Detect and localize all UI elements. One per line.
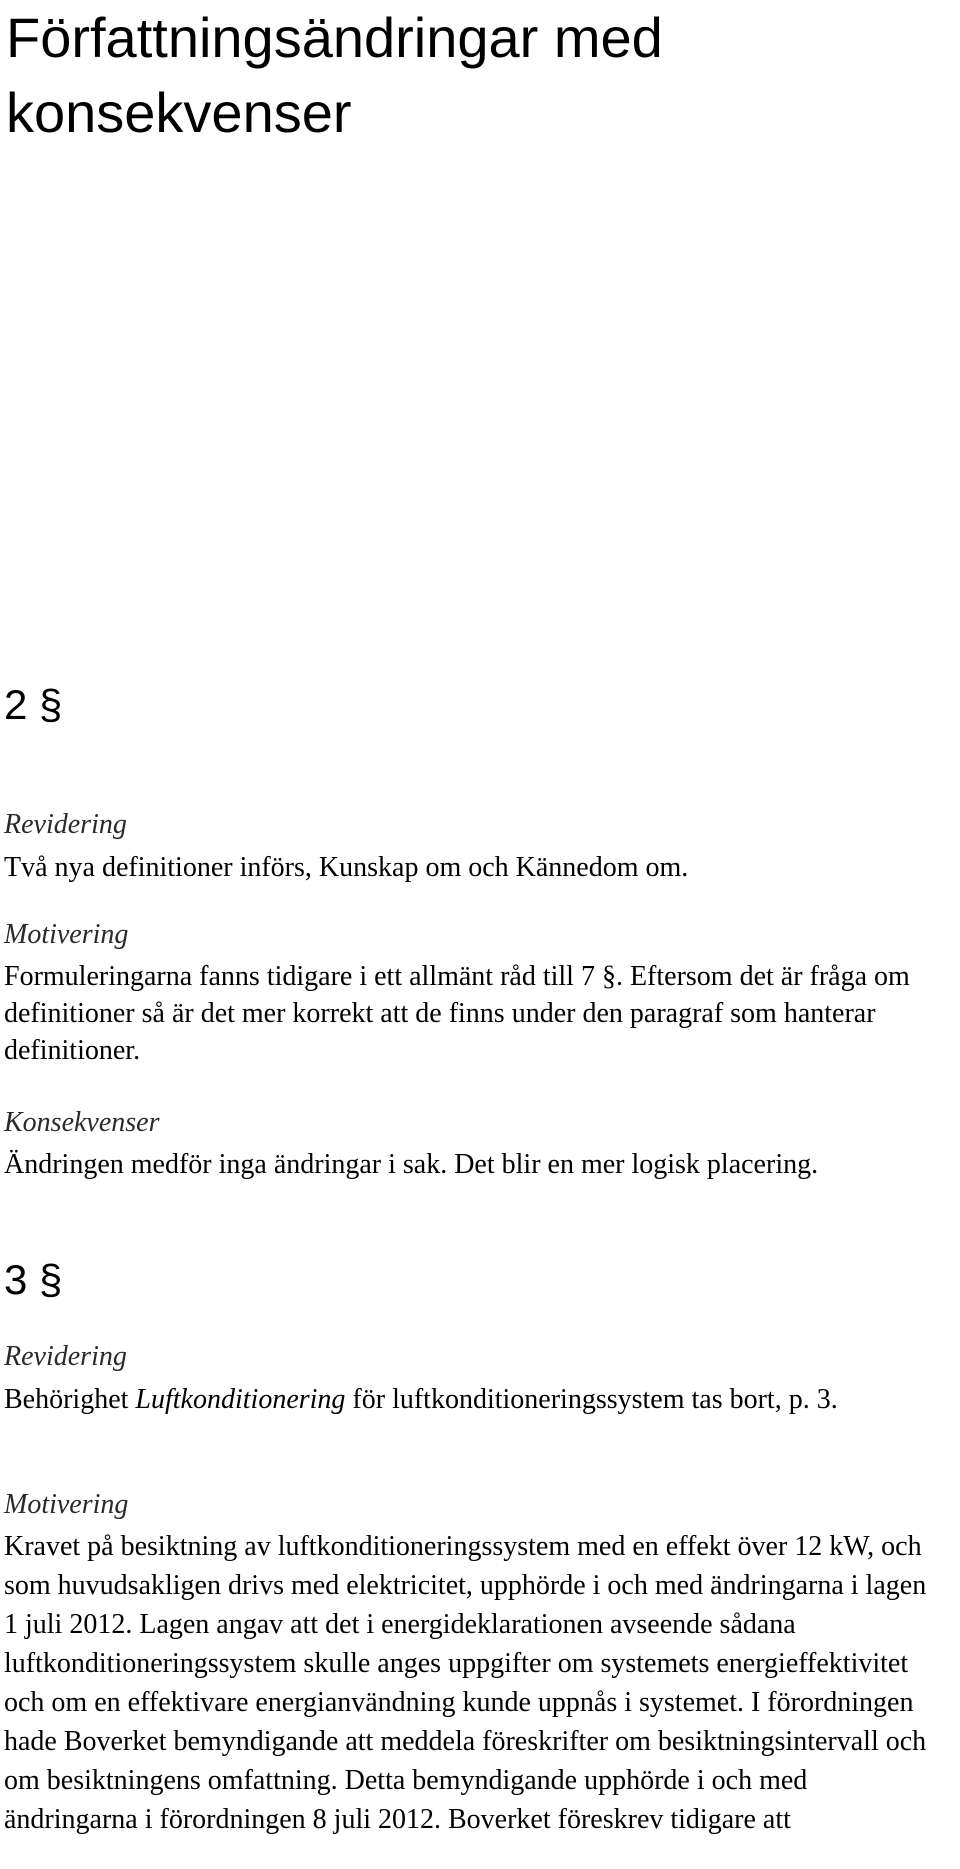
section-heading-2: 2 § [4, 681, 63, 728]
revidering-text [4, 1381, 934, 1418]
revidering-text-end: för luftkonditioneringssystem tas bort, p. 3. [345, 1384, 838, 1415]
motivering-text: Formuleringarna fanns tidigare i ett allmänt råd till 7 §. Eftersom det är fråga om definitioner så är det mer korrekt att de finns under den paragraf som hanterar definitioner. [4, 961, 910, 1066]
konsekvenser-label: Konsekvenser [4, 1107, 160, 1138]
revidering-text: Två nya definitioner införs, Kunskap om och Kännedom om. [4, 852, 689, 883]
revidering-label: Revidering [4, 1341, 127, 1372]
section-heading-3: 3 § [4, 1256, 63, 1303]
document-title: Författningsändringar med konsekvenser [6, 6, 663, 144]
motivering-text: Kravet på besiktning av luftkonditioneringssystem med en effekt över 12 kW, och som huvudsakligen drivs med elektricitet, upphörde i och med ändringarna i lagen 1 juli 2012. Lagen angav att det i energideklarationen avseende sådana luftkonditioneringssystem skulle anges uppgifter om systemets energieffektivitet och om en effektivare energianvändning kunde uppnås i systemet. I förordningen hade Boverket bemyndigande att meddela föreskrifter om besiktningsintervall och om besiktningens omfattning. Detta bemyndigande upphörde i och med ändringarna i förordningen 8 juli 2012. Boverket föreskrev tidigare att [4, 1531, 927, 1835]
revidering-text-emphasis: Luftkonditionering [135, 1384, 346, 1415]
motivering-label: Motivering [4, 919, 129, 950]
konsekvenser-text: Ändringen medför inga ändringar i sak. Det blir en mer logisk placering. [4, 1149, 819, 1180]
revidering-label: Revidering [4, 809, 127, 840]
motivering-label: Motivering [4, 1489, 129, 1520]
revidering-text-start: Behörighet [4, 1384, 136, 1415]
